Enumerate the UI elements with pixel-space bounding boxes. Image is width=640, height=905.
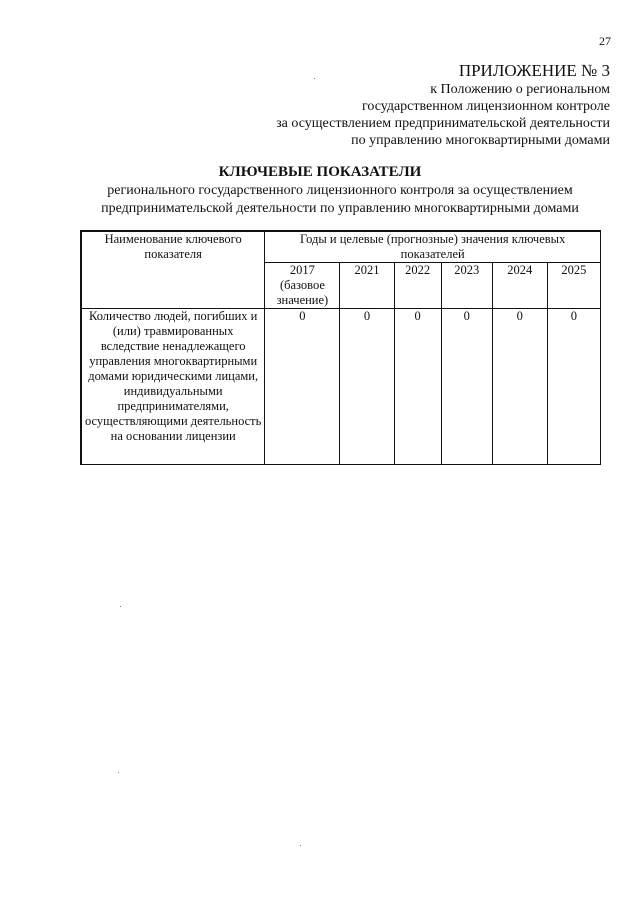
table-row xyxy=(81,309,601,465)
years-header: Годы и целевые (прогнозные) значения ключевых показателей xyxy=(265,231,601,263)
value-2017: 0 xyxy=(265,309,340,465)
appendix-line: государственном лицензионном контроле xyxy=(361,99,610,114)
indicator-description: Количество людей, погибших и (или) травмированных вследствие ненадлежащего управления многоквартирными домами юридическими лицами, индивидуальными предпринимателями, осуществляющими деятельность на основании лицензии xyxy=(81,309,265,465)
year-header-2025: 2025 xyxy=(547,263,600,309)
appendix-title: ПРИЛОЖЕНИЕ № 3 xyxy=(458,61,610,80)
appendix-line: к Положению о региональном xyxy=(430,82,610,97)
document-subtitle-line: регионального государственного лицензионного контроля за осуществлением xyxy=(107,183,573,198)
document-heading xyxy=(0,163,640,218)
year-header-2022: 2022 xyxy=(394,263,441,309)
value-2021: 0 xyxy=(340,309,394,465)
appendix-line: за осуществлением предпринимательской деятельности xyxy=(276,116,610,131)
table-header-row xyxy=(81,231,601,263)
value-2025: 0 xyxy=(547,309,600,465)
year-header-2017: 2017 (базовое значение) xyxy=(265,263,340,309)
year-header-2024: 2024 xyxy=(492,263,547,309)
page-number: 27 xyxy=(599,34,611,48)
indicator-name-header: Наименование ключевого показателя xyxy=(81,231,265,309)
value-2024: 0 xyxy=(492,309,547,465)
document-title: КЛЮЧЕВЫЕ ПОКАЗАТЕЛИ xyxy=(218,164,422,180)
document-subtitle-line: предпринимательской деятельности по управлению многоквартирными домами xyxy=(101,201,579,216)
key-indicators-table xyxy=(80,230,601,465)
value-2023: 0 xyxy=(441,309,492,465)
year-header-2023: 2023 xyxy=(441,263,492,309)
appendix-line: по управлению многоквартирными домами xyxy=(351,133,610,148)
appendix-header xyxy=(276,61,610,149)
value-2022: 0 xyxy=(394,309,441,465)
year-header-2021: 2021 xyxy=(340,263,394,309)
